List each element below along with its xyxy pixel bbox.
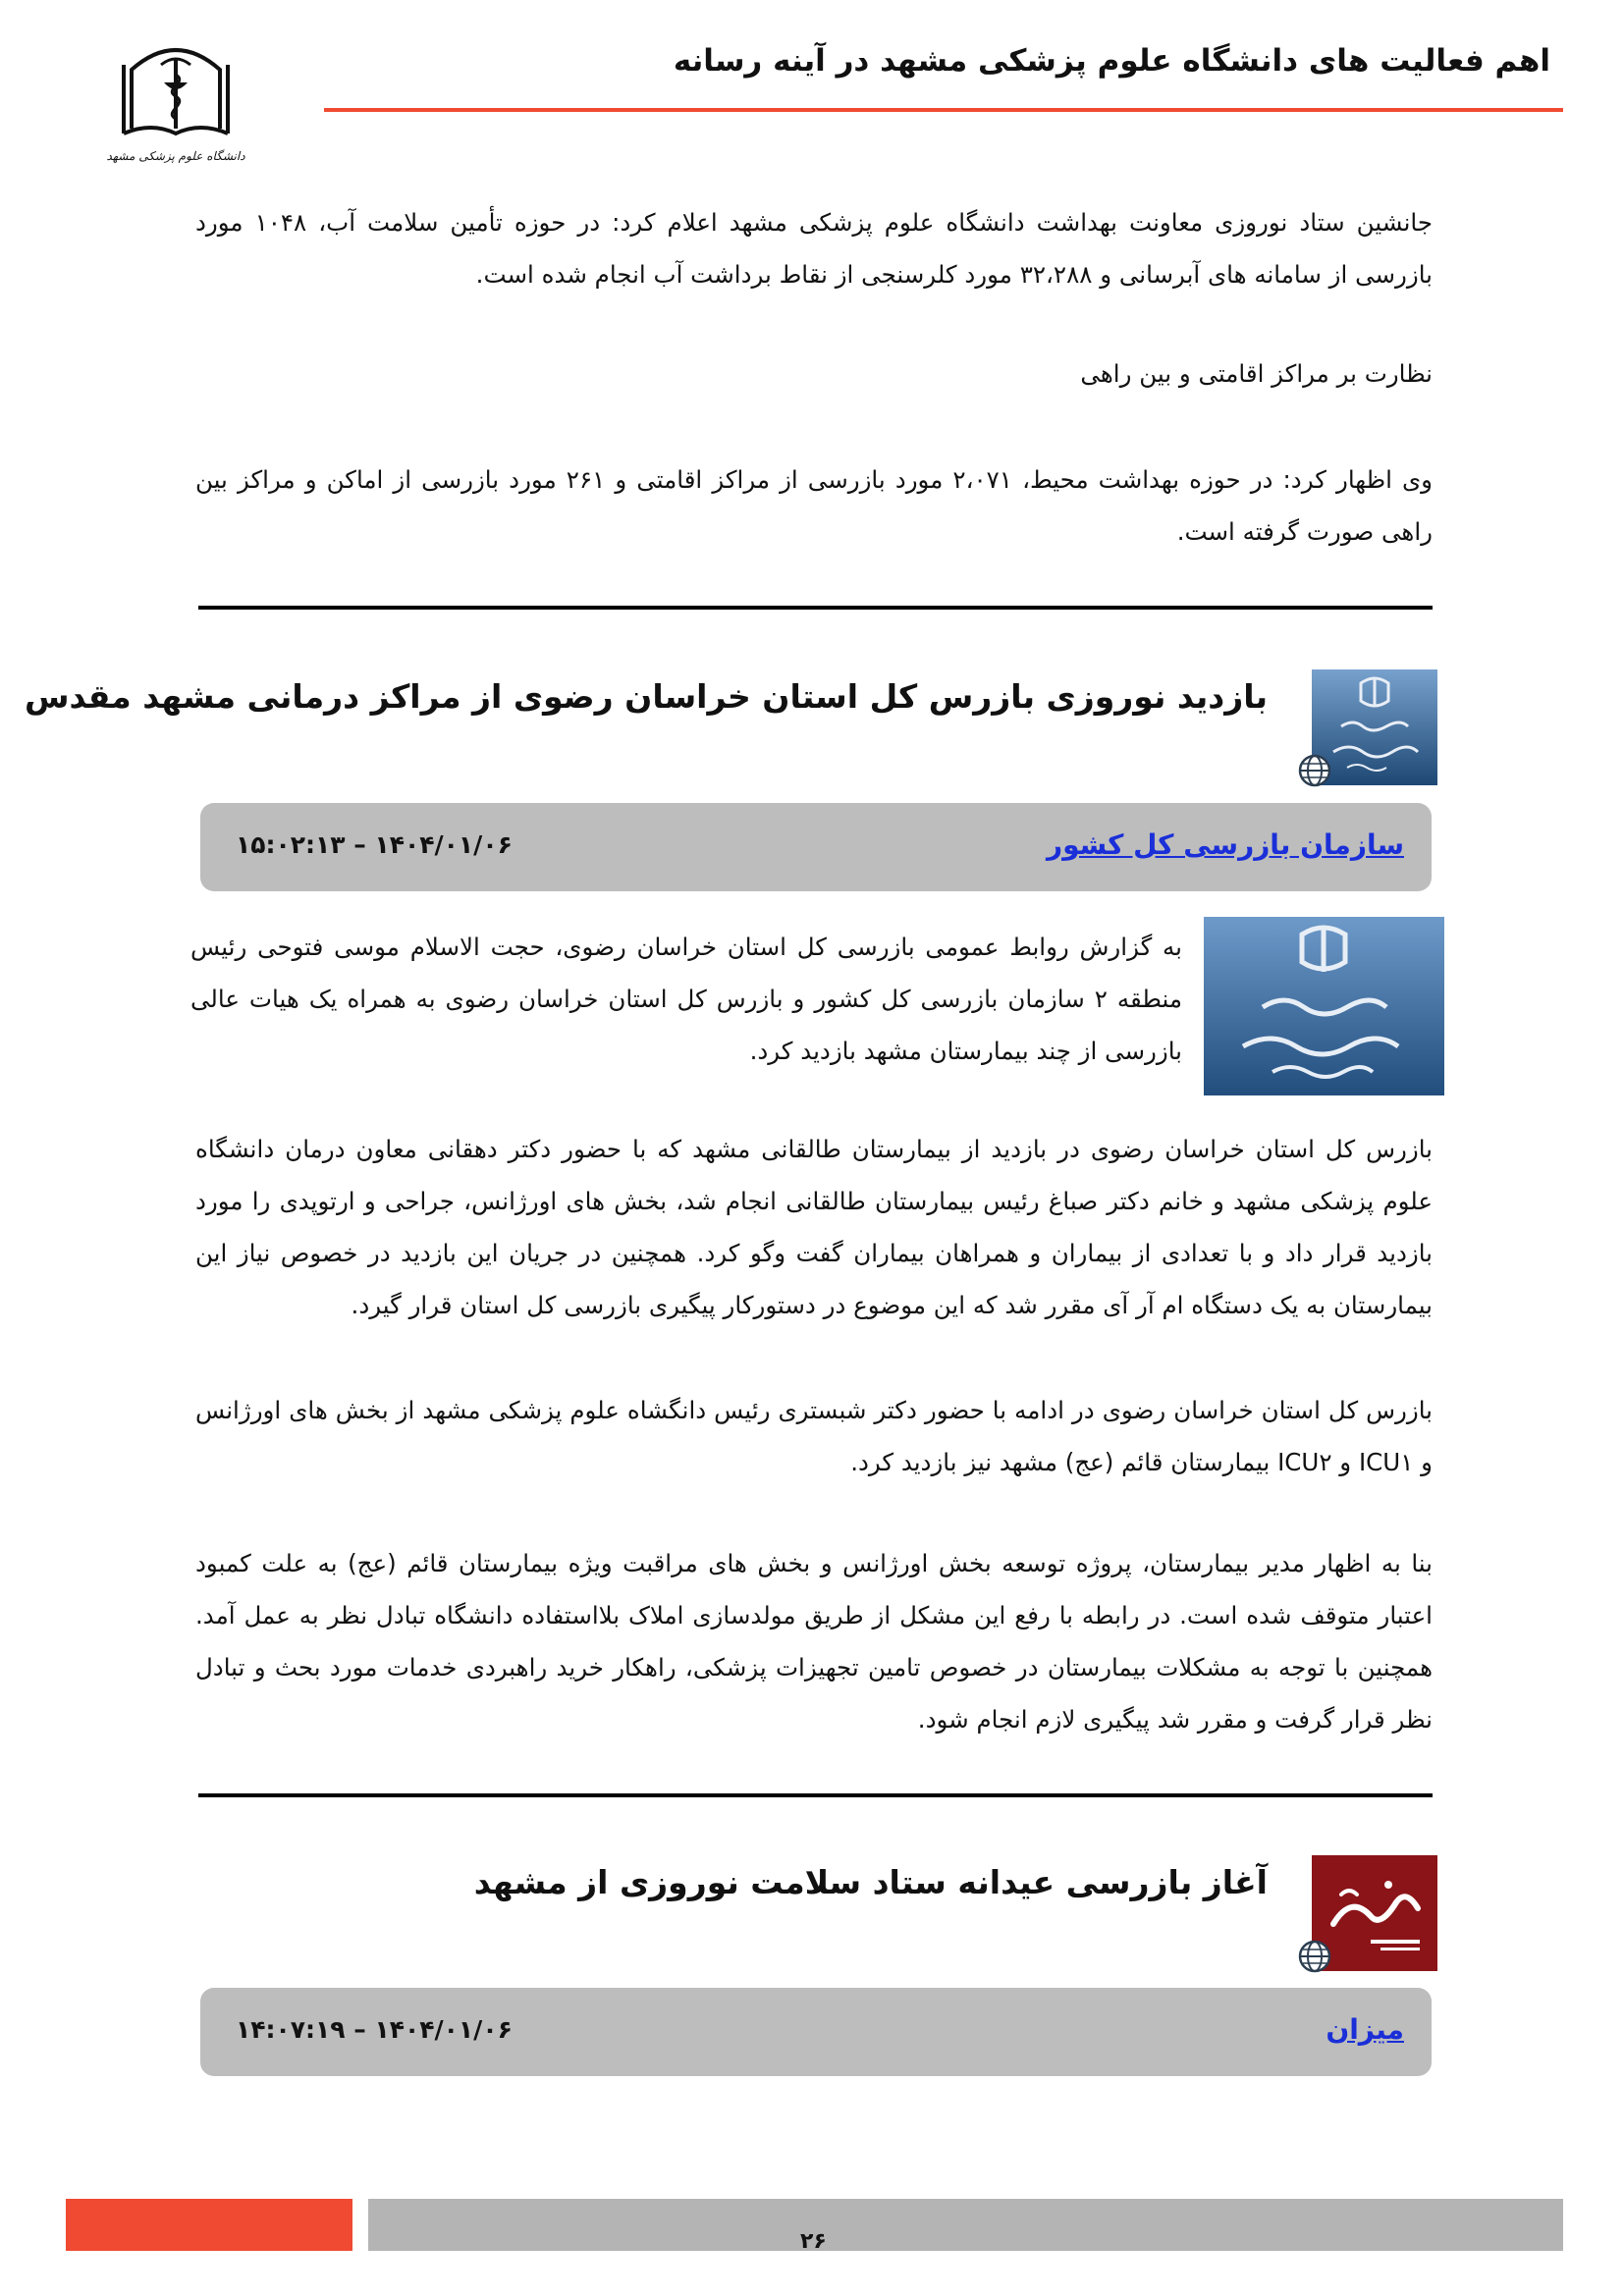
inspection-org-emblem-icon xyxy=(1204,917,1444,1095)
header-divider xyxy=(324,108,1563,112)
article-1-source-link[interactable]: سازمان بازرسی کل کشور xyxy=(1046,828,1404,861)
article-1-title[interactable]: بازدید نوروزی بازرس کل استان خراسان رضوی از مراکز درمانی مشهد مقدس xyxy=(24,677,1268,716)
article-1-datetime xyxy=(236,830,513,859)
logo-caption: دانشگاه علوم پزشکی مشهد xyxy=(106,149,245,163)
page-header-title: اهم فعالیت های دانشگاه علوم پزشکی مشهد در آینه رسانه xyxy=(673,43,1550,79)
section-separator xyxy=(198,1793,1433,1797)
article-2-date: ۱۴۰۴/۰۱/۰۶ xyxy=(374,2015,513,2044)
datetime-separator: – xyxy=(345,830,366,859)
article-1-date: ۱۴۰۴/۰۱/۰۶ xyxy=(374,830,513,859)
article-1-lead: به گزارش روابط عمومی بازرسی کل استان خراسان رضوی، حجت الاسلام موسی فتوحی رئیس منطقه ۲ سازمان بازرسی کل کشور و بازرس کل استان خراسان رضوی به همراه یک هیات عالی بازرسی از چند بیمارستان مشهد بازدید کرد. xyxy=(190,933,1182,1065)
article-2-title[interactable]: آغاز بازرسی عیدانه ستاد سلامت نوروزی از مشهد xyxy=(473,1863,1268,1901)
footer-bar xyxy=(368,2199,1563,2251)
article-1-time: ۱۵:۰۲:۱۳ xyxy=(236,830,346,859)
intro-paragraph-2: وی اظهار کرد: در حوزه بهداشت محیط، ۲،۰۷۱ مورد بازرسی از مراکز اقامتی و ۲۶۱ مورد بازرسی از اماکن و مراکز بین راهی صورت گرفته است. xyxy=(195,465,1433,546)
article-2-time: ۱۴:۰۷:۱۹ xyxy=(236,2015,346,2044)
intro-paragraph-1: جانشین ستاد نوروزی معاونت بهداشت دانشگاه علوم پزشکی مشهد اعلام کرد: در حوزه تأمین سلامت آب، ۱۰۴۸ مورد بازرسی از سامانه های آبرسانی و ۳۲،۲۸۸ مورد کلرسنجی از نقاط برداشت آب انجام شده است. xyxy=(195,208,1433,289)
article-1-image xyxy=(1204,917,1444,1095)
university-logo-icon xyxy=(102,35,249,168)
article-2-datetime xyxy=(236,2015,513,2044)
article-1-paragraph-3: بنا به اظهار مدیر بیمارستان، پروژه توسعه بخش اورژانس و بخش های مراقبت ویژه بیمارستان قائم (عج) به علت کمبود اعتبار متوقف شده است. در رابطه با رفع این مشکل از طریق مولدسازی املاک بلااستفاده دانشگاه تبادل نظر به عمل آمد. همچنین با توجه به مشکلات بیمارستان در خصوص تامین تجهیزات پزشکی، راهکار خرید راهبردی خدمات مورد بحث و تبادل نظر قرار گرفت و مقرر شد پیگیری لازم انجام شود. xyxy=(195,1549,1433,1734)
globe-icon[interactable] xyxy=(1298,754,1331,787)
university-logo xyxy=(102,35,249,168)
article-1-paragraph-1: بازرس کل استان خراسان رضوی در بازدید از بیمارستان طالقانی مشهد که با حضور دکتر دهقانی معاون درمان دانشگاه علوم پزشکی مشهد و خانم دکتر صباغ رئیس بیمارستان طالقانی انجام شد، بخش های اورژانس، جراحی و ارتوپدی را مورد بازدید قرار داد و با تعدادی از بیماران و همراهان بیماران گفت وگو کرد. همچنین در جریان این بازدید در خصوص نیاز این بیمارستان به یک دستگاه ام آر آی مقرر شد که این موضوع در دستورکار پیگیری بازرسی کل استان قرار گیرد. xyxy=(195,1135,1433,1319)
article-1-paragraph-2: بازرس کل استان خراسان رضوی در ادامه با حضور دکتر شبستری رئیس دانگشاه علوم پزشکی مشهد از بخش های اورژانس و ICU۱ و ICU۲ بیمارستان قائم (عج) مشهد نیز بازدید کرد. xyxy=(195,1396,1433,1476)
datetime-separator: – xyxy=(345,2015,366,2044)
page-number: ۲۶ xyxy=(800,2229,827,2254)
article-2-source-link[interactable]: میزان xyxy=(1326,2013,1404,2046)
article-1-meta-bar xyxy=(200,803,1432,891)
globe-icon[interactable] xyxy=(1298,1940,1331,1973)
section-separator xyxy=(198,606,1433,610)
intro-subheading: نظارت بر مراکز اقامتی و بین راهی xyxy=(1080,359,1433,388)
footer-accent-bar xyxy=(66,2199,352,2251)
article-2-meta-bar xyxy=(200,1988,1432,2076)
